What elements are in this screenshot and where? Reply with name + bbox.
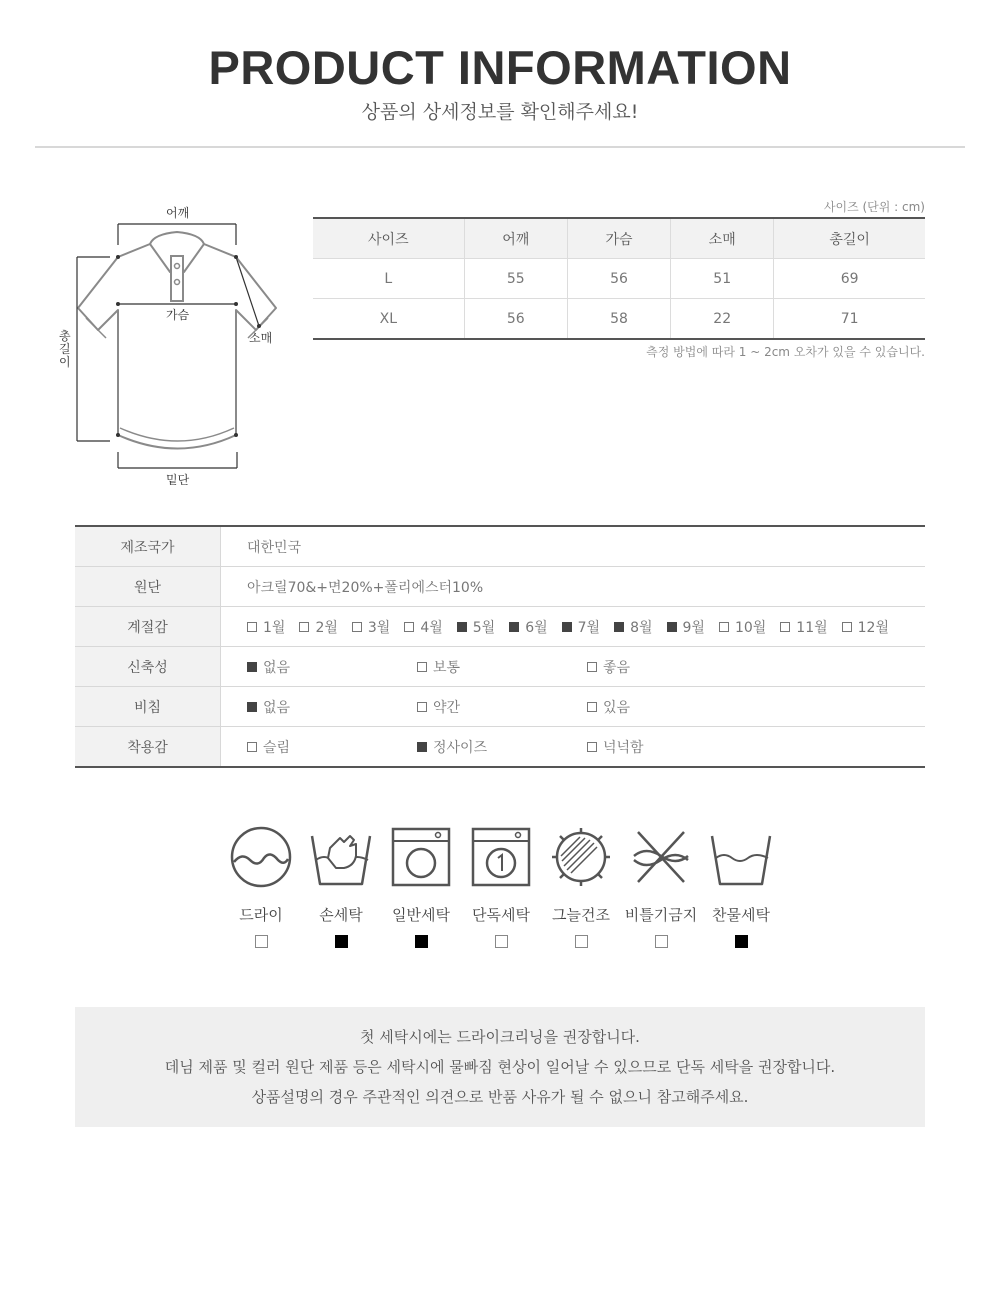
spec-row-season: [75, 607, 925, 647]
option-label: 1월: [263, 619, 286, 636]
header-divider: [35, 146, 965, 148]
checkbox[interactable]: [247, 742, 257, 752]
checkbox[interactable]: [352, 622, 362, 632]
option-label: 정사이즈: [433, 739, 488, 756]
season-option[interactable]: [667, 617, 705, 637]
season-option[interactable]: [404, 617, 442, 637]
size-cell: 55: [464, 259, 567, 299]
care-no-wring: [621, 826, 701, 948]
season-option[interactable]: [247, 617, 285, 637]
option-label: 2월: [315, 619, 338, 636]
checkbox[interactable]: [842, 622, 852, 632]
option-label: 5월: [472, 619, 496, 636]
spec-row-sheer: [75, 687, 925, 727]
size-table-header: [313, 218, 925, 259]
option-label: 없음: [263, 699, 291, 716]
size-header-size: 사이즈: [313, 218, 464, 259]
season-options: [221, 607, 925, 646]
size-cell: 22: [671, 299, 774, 340]
page-subtitle: 상품의 상세정보를 확인해주세요!: [361, 101, 639, 123]
spec-value: 대한민국: [247, 539, 302, 556]
notice-line: 상품설명의 경우 주관적인 의견으로 반품 사유가 될 수 없으니 참고해주세요.: [251, 1088, 749, 1106]
size-row-l: [313, 259, 925, 299]
checkbox[interactable]: [417, 662, 427, 672]
sheer-option[interactable]: [587, 687, 630, 726]
sleeve-label: 소매: [249, 331, 273, 345]
care-wash-separately: [461, 826, 541, 948]
season-option[interactable]: [614, 617, 652, 637]
care-checkbox: [335, 935, 348, 948]
dry-clean-icon: [230, 826, 292, 888]
checkbox[interactable]: [587, 662, 597, 672]
shoulder-label: 어깨: [166, 206, 190, 220]
care-label: 찬물세탁: [712, 906, 770, 924]
size-cell: L: [313, 259, 464, 299]
option-label: 있음: [603, 699, 631, 716]
care-shade-dry: [541, 826, 621, 948]
care-checkbox: [255, 935, 268, 948]
checkbox[interactable]: [299, 622, 309, 632]
checkbox[interactable]: [780, 622, 790, 632]
season-option[interactable]: [719, 617, 766, 637]
size-row-xl: [313, 299, 925, 340]
spec-row-country: [75, 527, 925, 567]
checkbox[interactable]: [562, 622, 572, 632]
option-label: 12월: [857, 619, 889, 636]
checkbox[interactable]: [417, 702, 427, 712]
checkbox[interactable]: [614, 622, 624, 632]
fit-option[interactable]: [417, 727, 487, 766]
size-table: [313, 217, 925, 340]
care-checkbox: [735, 935, 748, 948]
stretch-option[interactable]: [587, 647, 630, 686]
notice-box: [75, 1007, 925, 1127]
checkbox[interactable]: [509, 622, 519, 632]
option-label: 3월: [367, 619, 391, 636]
option-label: 8월: [630, 619, 653, 636]
spec-label: 비침: [75, 687, 221, 726]
fit-option[interactable]: [247, 727, 290, 766]
care-label: 비틀기금지: [624, 906, 698, 924]
option-label: 보통: [433, 659, 461, 676]
checkbox[interactable]: [667, 622, 677, 632]
option-label: 9월: [682, 619, 705, 636]
season-option[interactable]: [780, 617, 827, 637]
season-option[interactable]: [457, 617, 495, 637]
size-cell: 69: [774, 259, 925, 299]
care-cold-wash: [701, 826, 781, 948]
spec-value: 아크릴70&+면20%+폴리에스터10%: [247, 579, 484, 596]
care-checkbox: [655, 935, 668, 948]
checkbox[interactable]: [247, 622, 257, 632]
stretch-option[interactable]: [247, 647, 290, 686]
checkbox[interactable]: [587, 742, 597, 752]
option-label: 약간: [433, 699, 461, 716]
care-checkbox: [495, 935, 508, 948]
fit-options: [221, 727, 925, 766]
size-cell: 56: [567, 259, 670, 299]
season-option[interactable]: [509, 617, 547, 637]
chest-label: 가슴: [166, 308, 190, 322]
size-cell: 56: [464, 299, 567, 340]
care-checkbox: [575, 935, 588, 948]
season-option[interactable]: [299, 617, 337, 637]
option-label: 없음: [263, 659, 291, 676]
care-label: 단독세탁: [472, 906, 530, 924]
season-option[interactable]: [352, 617, 390, 637]
spec-label: 착용감: [75, 727, 221, 766]
size-unit-note: 사이즈 (단위 : cm): [823, 200, 925, 214]
spec-row-fit: [75, 727, 925, 766]
checkbox[interactable]: [719, 622, 729, 632]
checkbox[interactable]: [247, 702, 257, 712]
option-label: 슬림: [263, 739, 291, 756]
size-header-sleeve: 소매: [671, 218, 774, 259]
checkbox[interactable]: [404, 622, 414, 632]
option-label: 6월: [525, 619, 548, 636]
page-title: PRODUCT INFORMATION: [208, 41, 792, 94]
sheer-option[interactable]: [247, 687, 290, 726]
no-wring-icon: [630, 826, 692, 888]
option-label: 4월: [420, 619, 443, 636]
length-label: 총길이: [59, 329, 71, 369]
checkbox[interactable]: [417, 742, 427, 752]
size-header-chest: 가슴: [567, 218, 670, 259]
machine-wash-icon: [390, 826, 452, 888]
checkbox[interactable]: [587, 702, 597, 712]
size-header-length: 총길이: [774, 218, 925, 259]
season-option[interactable]: [842, 617, 889, 637]
stretch-options: [221, 647, 925, 686]
spec-label: 원단: [75, 567, 221, 606]
spec-label: 신축성: [75, 647, 221, 686]
care-label: 그늘건조: [552, 906, 610, 924]
size-cell: XL: [379, 310, 397, 327]
care-hand-wash: [301, 826, 381, 948]
care-dry-clean: [221, 826, 301, 948]
option-label: 11월: [796, 619, 828, 636]
shade-dry-icon: [550, 826, 612, 888]
care-label: 손세탁: [319, 906, 363, 924]
option-label: 7월: [577, 619, 601, 636]
option-label: 좋음: [603, 659, 631, 676]
fit-option[interactable]: [587, 727, 644, 766]
care-label: 드라이: [239, 906, 283, 924]
season-option[interactable]: [562, 617, 600, 637]
spec-label: 제조국가: [75, 527, 221, 566]
notice-line: 첫 세탁시에는 드라이크리닝을 권장합니다.: [360, 1028, 640, 1046]
spec-table: [75, 525, 925, 768]
size-cell: 58: [567, 299, 670, 340]
care-checkbox: [415, 935, 428, 948]
spec-row-fabric: [75, 567, 925, 607]
stretch-option[interactable]: [417, 647, 460, 686]
hand-wash-icon: [310, 826, 372, 888]
cold-wash-icon: [710, 826, 772, 888]
size-header-shoulder: 어깨: [464, 218, 567, 259]
sheer-option[interactable]: [417, 687, 460, 726]
spec-label: 계절감: [75, 607, 221, 646]
spec-row-stretch: [75, 647, 925, 687]
checkbox[interactable]: [457, 622, 467, 632]
wash-separately-icon: [470, 826, 532, 888]
care-machine-wash: [381, 826, 461, 948]
size-cell: 71: [774, 299, 925, 340]
care-label: 일반세탁: [392, 906, 450, 924]
sheer-options: [221, 687, 925, 726]
notice-line: 데님 제품 및 컬러 원단 제품 등은 세탁시에 물빠짐 현상이 일어날 수 있으므로 단독 세탁을 권장합니다.: [164, 1058, 836, 1076]
size-cell: 51: [671, 259, 774, 299]
checkbox[interactable]: [247, 662, 257, 672]
hem-label: 밑단: [166, 473, 190, 487]
option-label: 넉넉함: [603, 739, 644, 756]
option-label: 10월: [734, 619, 767, 636]
measure-note: 측정 방법에 따라 1 ~ 2cm 오차가 있을 수 있습니다.: [646, 345, 925, 359]
